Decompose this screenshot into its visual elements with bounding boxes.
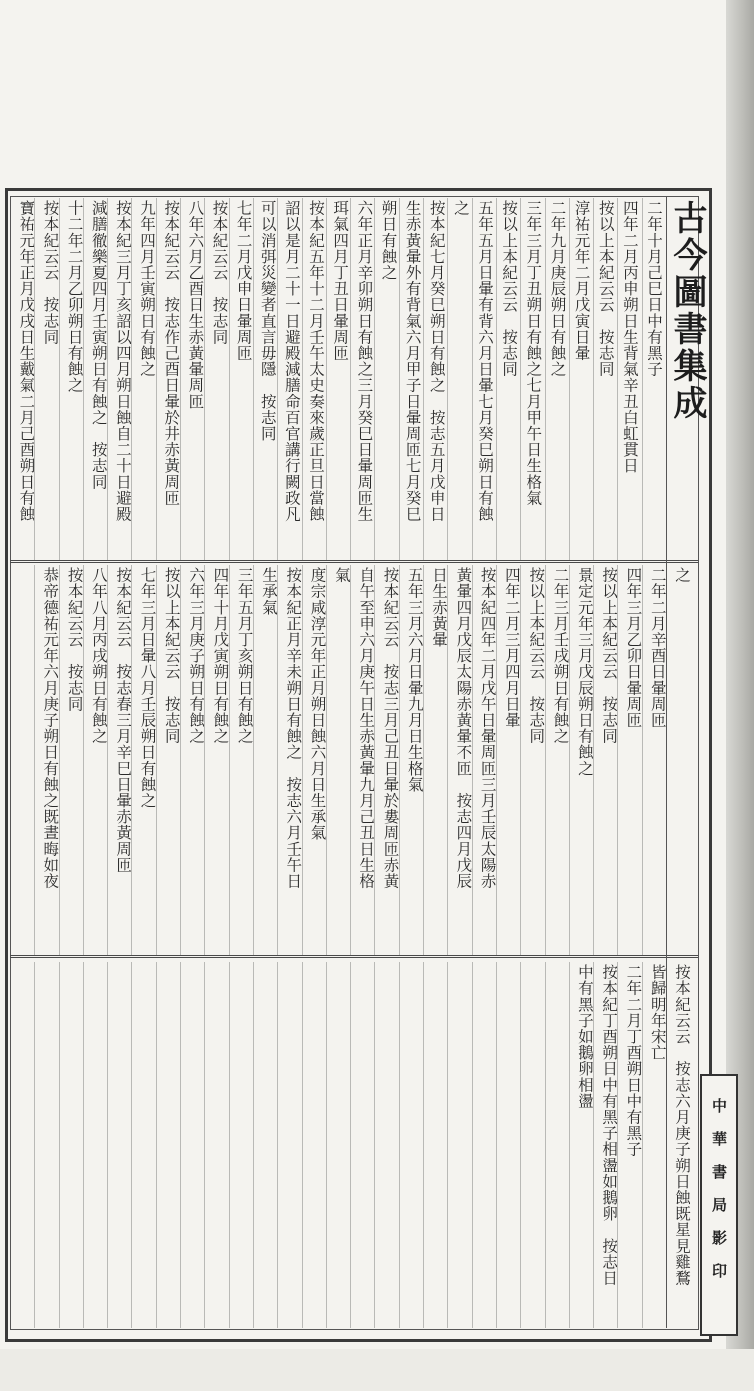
column-rule (569, 198, 570, 560)
column-rule (520, 565, 521, 955)
text-column: 氣 (332, 567, 351, 584)
column-rule (204, 565, 205, 955)
column-rule (229, 198, 230, 560)
text-column: 恭帝德祐元年六月庚子朔日有蝕之既晝晦如夜 (41, 567, 60, 889)
column-rule (107, 565, 108, 955)
column-rule (399, 198, 400, 560)
column-rule (131, 962, 132, 1328)
lower-column-list (14, 962, 694, 1327)
text-column: 按本紀云云 按志三月己丑日暈於婁周匝赤黃 (381, 567, 400, 889)
column-rule (302, 565, 303, 955)
column-rule (253, 198, 254, 560)
text-column: 十二年二月乙卯朔日有蝕之 (65, 200, 84, 394)
text-column: 之 (673, 567, 691, 584)
text-column: 九年四月壬寅朔日有蝕之 (138, 200, 157, 378)
column-rule (520, 198, 521, 560)
column-rule (374, 565, 375, 955)
column-rule (204, 962, 205, 1328)
text-column: 按本紀丁酉朔日中有黑子相盪如鵝卵 按志日 (600, 964, 619, 1286)
column-rule (277, 565, 278, 955)
text-column: 按以上本紀云云 按志同 (600, 567, 619, 745)
column-rule (204, 198, 205, 560)
column-rule (569, 565, 570, 955)
text-column: 按以上本紀云云 按志同 (596, 200, 615, 378)
text-column: 按本紀云云 按志作己酉日暈於井赤黃周匝 (162, 200, 181, 506)
text-column: 二年二月丁酉朔日中有黑子 (624, 964, 643, 1158)
column-rule (496, 962, 497, 1328)
text-column: 三年五月丁亥朔日有蝕之 (235, 567, 254, 745)
text-column: 按本紀五年十二月壬午太史奏來歲正旦日當蝕 (307, 200, 326, 522)
column-rule (642, 962, 643, 1328)
column-rule (326, 962, 327, 1328)
column-rule (423, 962, 424, 1328)
column-rule (156, 962, 157, 1328)
column-rule (374, 962, 375, 1328)
text-column: 生承氣 (259, 567, 278, 616)
column-rule (593, 198, 594, 560)
column-rule (472, 565, 473, 955)
middle-band (14, 565, 694, 953)
text-column: 三年三月丁丑朔日有蝕之七月甲午日生格氣 (524, 200, 543, 506)
text-column: 七年三月日暈八月壬辰朔日有蝕之 (138, 567, 157, 809)
text-column: 朔日有蝕之 (379, 200, 398, 281)
column-rule (83, 565, 84, 955)
text-column: 五年三月六月日暈九月日生格氣 (405, 567, 424, 793)
text-column: 四年二月丙申朔日生背氣辛丑白虹貫日 (620, 200, 639, 474)
text-column: 按本紀三月丁亥詔以四月朔日蝕自二十日避殿 (113, 200, 132, 522)
column-rule (253, 962, 254, 1328)
column-rule (180, 198, 181, 560)
header-title: 古今圖書集成 (667, 200, 707, 422)
column-rule (326, 565, 327, 955)
text-column: 六年正月辛卯朔日有蝕之三月癸巳日暈周匝生 (355, 200, 374, 522)
text-column: 二年二月辛酉日暈周匝 (648, 567, 667, 728)
column-rule (545, 198, 546, 560)
column-rule (423, 198, 424, 560)
text-column: 按本紀云云 按志同 (41, 200, 60, 345)
text-column: 減膳徹樂夏四月壬寅朔日有蝕之 按志同 (89, 200, 108, 490)
column-rule (617, 198, 618, 560)
column-rule (399, 565, 400, 955)
text-column: 珥氣四月丁丑日暈周匝 (331, 200, 350, 361)
column-rule (496, 198, 497, 560)
text-column: 日生赤黃暈 (430, 567, 449, 648)
column-rule (350, 962, 351, 1328)
text-column: 生赤黃暈外有背氣六月甲子日暈周匝七月癸巳 (403, 200, 422, 522)
column-rule (593, 565, 594, 955)
text-column: 按本紀七月癸巳朔日有蝕之 按志五月戊申日 (427, 200, 446, 522)
column-rule (131, 565, 132, 955)
column-rule (83, 198, 84, 560)
text-column: 中有黑子如鵝卵相盪 (575, 964, 594, 1109)
text-column: 二年三月壬戌朔日有蝕之 (551, 567, 570, 745)
column-rule (593, 962, 594, 1328)
column-rule (399, 962, 400, 1328)
column-rule (107, 198, 108, 560)
column-rule (34, 565, 35, 955)
text-column: 二年九月庚辰朔日有蝕之 (548, 200, 567, 378)
text-column: 六年三月庚子朔日有蝕之 (187, 567, 206, 745)
column-rule (229, 962, 230, 1328)
band-divider-upper (10, 560, 698, 563)
text-column: 按本紀正月辛未朔日有蝕之 按志六月壬午日 (284, 567, 303, 889)
column-rule (107, 962, 108, 1328)
column-rule (374, 198, 375, 560)
column-rule (180, 565, 181, 955)
text-column: 黃暈四月戊辰太陽赤黃暈不匝 按志四月戊辰 (454, 567, 473, 889)
column-rule (496, 565, 497, 955)
column-rule (131, 198, 132, 560)
publisher-box (700, 1074, 738, 1336)
text-column: 按本紀云云 按志同 (210, 200, 229, 345)
text-column: 皆歸明年宋亡 (648, 964, 667, 1061)
column-rule (472, 198, 473, 560)
column-rule (180, 962, 181, 1328)
text-column: 八年八月丙戌朔日有蝕之 (89, 567, 108, 745)
column-rule (59, 962, 60, 1328)
text-column: 八年六月乙酉日生赤黃暈周匝 (186, 200, 205, 410)
text-column: 按本紀四年二月戊午日暈周匝三月壬辰太陽赤 (478, 567, 497, 889)
column-rule (302, 962, 303, 1328)
text-column: 按以上本紀云云 按志同 (162, 567, 181, 745)
column-rule (229, 565, 230, 955)
text-column: 二年十月己巳日中有黑子 (645, 200, 663, 378)
text-column: 淳祐元年二月戊寅日暈 (572, 200, 591, 361)
column-rule (34, 198, 35, 560)
column-rule (447, 565, 448, 955)
column-rule (156, 565, 157, 955)
page-bottom-stripe (0, 1349, 754, 1391)
text-column: 自午至申六月庚午日生赤黃暈九月己丑日生格 (357, 567, 376, 889)
text-column: 按本紀云云 按志同 (65, 567, 84, 712)
column-rule (34, 962, 35, 1328)
publisher-imprint: 中華書局影印 (710, 1098, 728, 1296)
column-rule (350, 198, 351, 560)
text-column: 五年五月日暈有背六月日暈七月癸巳朔日有蝕 (476, 200, 495, 522)
text-column: 四年二月三月四月日暈 (502, 567, 521, 728)
text-column: 按以上本紀云云 按志同 (500, 200, 519, 378)
column-rule (156, 198, 157, 560)
text-column: 之 (451, 200, 470, 217)
column-rule (617, 962, 618, 1328)
column-rule (277, 198, 278, 560)
column-rule (83, 962, 84, 1328)
column-rule (447, 962, 448, 1328)
column-rule (423, 565, 424, 955)
column-rule (277, 962, 278, 1328)
column-rule (642, 565, 643, 955)
text-column: 寶祐元年正月戊戌日生戴氣二月己酉朔日有蝕 (17, 200, 36, 522)
text-column: 按本紀云云 按志春三月辛巳日暈赤黃周匝 (114, 567, 133, 873)
column-rule (642, 198, 643, 560)
text-column: 景定元年三月戊辰朔日有蝕之 (575, 567, 594, 777)
column-rule (447, 198, 448, 560)
column-rule (253, 565, 254, 955)
text-column: 按以上本紀云云 按志同 (527, 567, 546, 745)
column-rule (472, 962, 473, 1328)
column-rule (302, 198, 303, 560)
middle-column-list (14, 565, 694, 953)
band-divider-lower (10, 955, 698, 958)
text-column: 四年十月戊寅朔日有蝕之 (211, 567, 230, 745)
column-rule (545, 565, 546, 955)
lower-band (14, 962, 694, 1327)
text-column: 按本紀云云 按志六月庚子朔日蝕既星見雞鶩 (673, 964, 691, 1286)
column-rule (59, 565, 60, 955)
text-column: 詔以是月二十一日避殿減膳命百官講行闕政凡 (282, 200, 301, 522)
column-rule (545, 962, 546, 1328)
text-column: 四年三月乙卯日暈周匝 (624, 567, 643, 728)
column-rule (59, 198, 60, 560)
column-rule (326, 198, 327, 560)
column-rule (617, 565, 618, 955)
column-rule (350, 565, 351, 955)
column-rule (520, 962, 521, 1328)
text-column: 度宗咸淳元年正月朔日蝕六月日生承氣 (308, 567, 327, 841)
text-column: 七年二月戊申日暈周匝 (234, 200, 253, 361)
text-column: 可以消弭災變者直言毋隱 按志同 (258, 200, 277, 442)
column-rule (569, 962, 570, 1328)
